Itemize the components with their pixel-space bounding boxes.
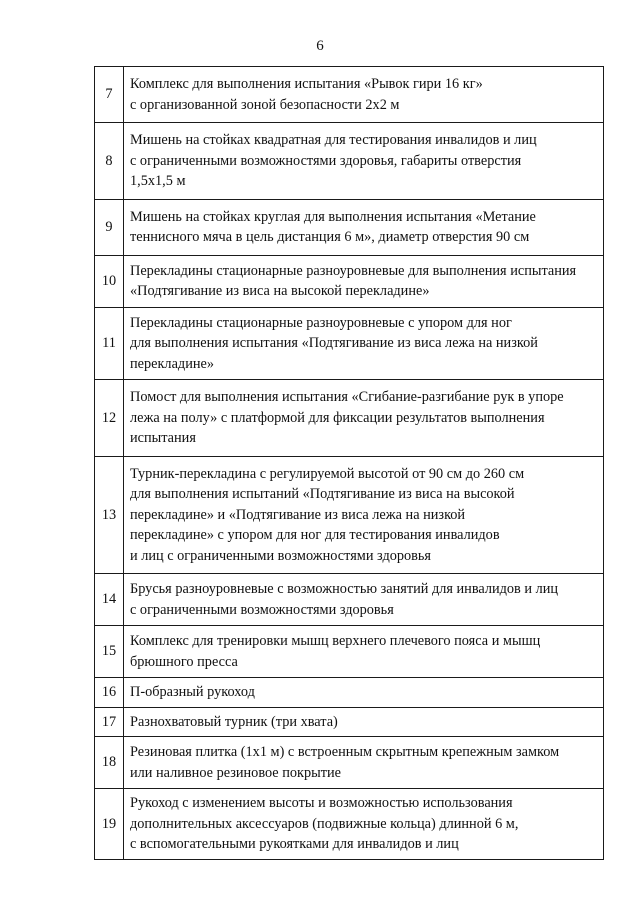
description-line: с ограниченными возможностями здоровья: [130, 601, 394, 618]
row-description: [124, 255, 604, 307]
description-line: теннисного мяча в цель дистанция 6 м», диаметр отверстия 90 см: [130, 229, 530, 245]
description-line: «Подтягивание из виса на высокой перекладине»: [130, 283, 430, 299]
description-line: Турник-перекладина с регулируемой высотой от 90 см до 260 см: [130, 465, 525, 482]
row-description: [124, 67, 604, 123]
description-line: Брусья разноуровневые с возможностью занятий для инвалидов и лиц: [130, 581, 559, 597]
table-row: [95, 67, 604, 123]
description-line: для выполнения испытания «Подтягивание из виса лежа на низкой: [130, 335, 538, 351]
description-line: 1,5х1,5 м: [130, 173, 186, 189]
description-line: Перекладины стационарные разноуровневые с упором для ног: [130, 314, 512, 331]
description-line: перекладине»: [130, 355, 214, 372]
row-description: [124, 380, 604, 457]
description-line: перекладине» и «Подтягивание из виса лежа на низкой: [130, 506, 466, 523]
row-description: [124, 737, 604, 789]
row-description: [124, 626, 604, 678]
table-row: [95, 307, 604, 380]
page-number: 6: [316, 38, 324, 54]
row-number: 16: [95, 678, 124, 708]
table-row: [95, 199, 604, 255]
row-description: [124, 307, 604, 380]
table-row: [95, 707, 604, 737]
table-row: [95, 456, 604, 574]
description-line: Мишень на стойках квадратная для тестирования инвалидов и лиц: [130, 132, 537, 148]
row-number: 10: [95, 255, 124, 307]
description-line: лежа на полу» с платформой для фиксации результатов выполнения: [130, 409, 545, 426]
description-line: Комплекс для тренировки мышц верхнего плечевого пояса и мышц: [130, 633, 541, 649]
equipment-table: [94, 66, 604, 860]
row-number: 9: [95, 199, 124, 255]
row-number: 14: [95, 574, 124, 626]
row-number: 13: [95, 456, 124, 574]
table-row: [95, 574, 604, 626]
row-description: [124, 456, 604, 574]
table-row: [95, 380, 604, 457]
row-description: [124, 574, 604, 626]
description-line: испытания: [130, 430, 196, 446]
table-row: [95, 789, 604, 860]
row-number: 12: [95, 380, 124, 457]
row-description: [124, 678, 604, 708]
row-number: 17: [95, 707, 124, 737]
description-line: для выполнения испытаний «Подтягивание из виса на высокой: [130, 486, 515, 502]
description-line: с организованной зоной безопасности 2х2 м: [130, 96, 400, 113]
table-row: [95, 737, 604, 789]
row-number: 11: [95, 307, 124, 380]
description-line: перекладине» с упором для ног для тестирования инвалидов: [130, 527, 500, 543]
description-line: Комплекс для выполнения испытания «Рывок гири 16 кг»: [130, 76, 483, 92]
row-number: 15: [95, 626, 124, 678]
description-line: и лиц с ограниченными возможностями здоровья: [130, 547, 432, 564]
row-number: 8: [95, 123, 124, 200]
description-line: П-образный рукоход: [130, 684, 255, 700]
table-row: [95, 255, 604, 307]
table-row: [95, 123, 604, 200]
description-line: или наливное резиновое покрытие: [130, 764, 341, 781]
description-line: Мишень на стойках круглая для выполнения испытания «Метание: [130, 208, 536, 225]
row-description: [124, 707, 604, 737]
description-line: Перекладины стационарные разноуровневые для выполнения испытания: [130, 262, 577, 279]
row-description: [124, 123, 604, 200]
description-line: с ограниченными возможностями здоровья, габариты отверстия: [130, 152, 522, 169]
description-line: Разнохватовый турник (три хвата): [130, 713, 338, 730]
row-description: [124, 789, 604, 860]
description-line: Резиновая плитка (1х1 м) с встроенным скрытным крепежным замком: [130, 744, 560, 760]
row-number: 7: [95, 67, 124, 123]
description-line: Рукоход с изменением высоты и возможностью использования: [130, 795, 513, 811]
row-number: 18: [95, 737, 124, 789]
description-line: с вспомогательными рукоятками для инвалидов и лиц: [130, 836, 459, 852]
equipment-table-body: [95, 67, 604, 860]
row-number: 19: [95, 789, 124, 860]
table-row: [95, 626, 604, 678]
description-line: дополнительных аксессуаров (подвижные кольца) длинной 6 м,: [130, 815, 519, 832]
description-line: брюшного пресса: [130, 653, 238, 670]
row-description: [124, 199, 604, 255]
description-line: Помост для выполнения испытания «Сгибание-разгибание рук в упоре: [130, 389, 564, 405]
table-row: [95, 678, 604, 708]
